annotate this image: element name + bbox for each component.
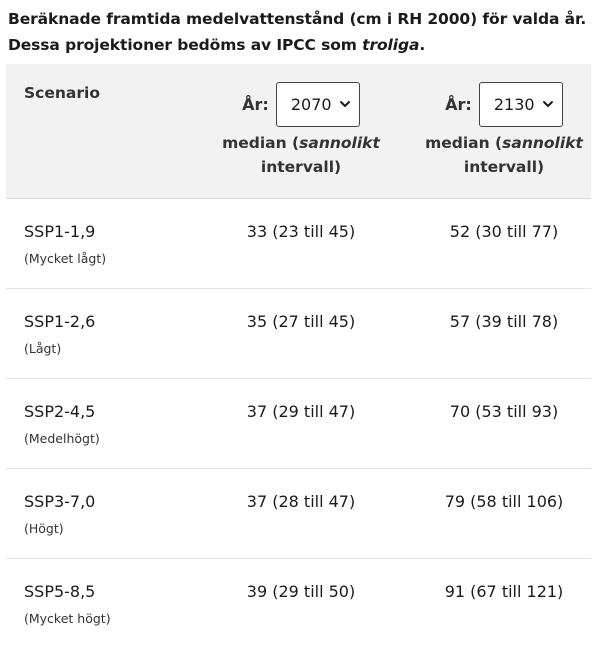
projection-value-col1: 39 (29 till 50) xyxy=(246,582,356,601)
subhead-emphasis: sannolikt xyxy=(299,134,380,152)
year-select-value: 2130 xyxy=(493,94,535,114)
scenario-description: (Mycket lågt) xyxy=(24,251,107,266)
projection-value-col2: 79 (58 till 106) xyxy=(444,492,564,511)
projection-value-col2: 91 (67 till 121) xyxy=(444,582,564,601)
caption-line-2-prefix: Dessa projektioner bedöms av IPCC som xyxy=(8,36,363,54)
year-select-2[interactable] xyxy=(479,82,563,127)
scenario-column-header: Scenario xyxy=(24,84,100,102)
caption-emphasis: troliga xyxy=(362,36,420,54)
year-label: År: xyxy=(445,94,472,114)
caption-line-2 xyxy=(8,32,603,58)
table-row xyxy=(6,199,591,289)
year-column-header-2 xyxy=(409,81,599,179)
scenario-name: SSP3-7,0 xyxy=(24,492,96,511)
year-label: År: xyxy=(242,94,269,114)
table-row xyxy=(6,559,591,648)
chevron-down-icon xyxy=(339,98,351,110)
projection-value-col2: 57 (39 till 78) xyxy=(449,312,559,331)
projection-value-col2: 52 (30 till 77) xyxy=(449,222,559,241)
scenario-name: SSP2-4,5 xyxy=(24,402,96,421)
scenario-description: (Mycket högt) xyxy=(24,611,111,626)
caption-line-2-suffix: . xyxy=(419,36,426,54)
table-header xyxy=(6,64,591,199)
chevron-down-icon xyxy=(542,98,554,110)
projection-value-col1: 37 (28 till 47) xyxy=(246,492,356,511)
year-select-1[interactable] xyxy=(276,82,360,127)
year-selector-row-2 xyxy=(409,81,599,127)
projection-value-col1: 37 (29 till 47) xyxy=(246,402,356,421)
table-caption xyxy=(8,6,603,58)
projection-value-col1: 33 (23 till 45) xyxy=(246,222,356,241)
year-select-value: 2070 xyxy=(290,94,332,114)
subhead-emphasis: sannolikt xyxy=(502,134,583,152)
projection-value-col2: 70 (53 till 93) xyxy=(449,402,559,421)
median-interval-header xyxy=(409,131,599,179)
subhead-prefix: median ( xyxy=(425,134,503,152)
year-column-header-1 xyxy=(206,81,396,179)
subhead-prefix: median ( xyxy=(222,134,300,152)
year-selector-row-1 xyxy=(206,81,396,127)
caption-line-1: Beräknade framtida medelvattenstånd (cm i RH 2000) för valda år. xyxy=(8,10,587,28)
scenario-name: SSP1-1,9 xyxy=(24,222,96,241)
scenario-name: SSP5-8,5 xyxy=(24,582,96,601)
subhead-suffix: intervall) xyxy=(260,158,342,176)
subhead-suffix: intervall) xyxy=(463,158,545,176)
scenario-description: (Medelhögt) xyxy=(24,431,100,446)
table-row xyxy=(6,379,591,469)
table-row xyxy=(6,469,591,559)
projection-value-col1: 35 (27 till 45) xyxy=(246,312,356,331)
scenario-name: SSP1-2,6 xyxy=(24,312,96,331)
table-row xyxy=(6,289,591,379)
median-interval-header xyxy=(206,131,396,179)
scenario-description: (Högt) xyxy=(24,521,64,536)
scenario-description: (Lågt) xyxy=(24,341,62,356)
